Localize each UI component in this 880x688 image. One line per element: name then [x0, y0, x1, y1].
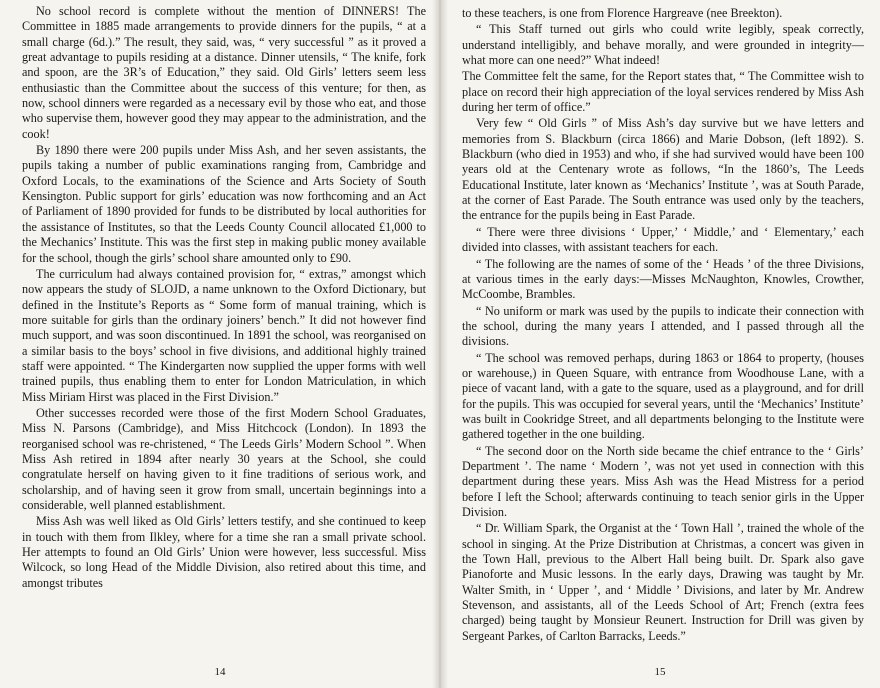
paragraph: “ There were three divisions ‘ Upper,’ ‘ Middle,’ and ‘ Elementary,’ each divided into classes, with assistant teachers for each.	[462, 224, 864, 255]
paragraph: “ No uniform or mark was used by the pupils to indicate their connection with the school, during the many years I attended, and I passed through all the divisions.	[462, 303, 864, 349]
book-gutter	[432, 0, 448, 688]
paragraph: “ This Staff turned out girls who could write legibly, speak correctly, understand intelligibly, and behave morally, and were grounded in integrity—what more can one need?” What indeed!	[462, 22, 864, 68]
right-page	[440, 0, 880, 688]
page-number: 15	[654, 665, 666, 678]
paragraph: Very few “ Old Girls ” of Miss Ash’s day survive but we have letters and memories from S. Blackburn (circa 1866) and Marie Dobson, (left 1892). S. Blackburn (who died in 1953) and who, if she had survived would have been 100 years old at the Centenary wrote as follows, “In the 1860’s, The Leeds Educational Institute, later known as ‘Mechanics’ Institute ’, was at South Parade, at the corner of East Parade. The South entrance was used only by the teachers, the entrance for the pupils being in East Parade.	[462, 116, 864, 223]
page-number: 14	[214, 665, 226, 678]
paragraph: The curriculum had always contained provision for, “ extras,” amongst which now appears the study of SLOJD, a name unknown to the Oxford Dictionary, but defined in the Institute’s Reports as “ Some form of manual training, which is more suitable for girls than the ordinary joiners’ bench.” It did not however find much support, and was soon discontinued. In 1891 the school, was reorganised on a similar basis to the boys’ school in five divisions, and additional highly trained staff were appointed. “ The Kindergarten now supplied the upper forms with well trained pupils, thus enabling them to enter for London Matriculation, in which Miss Miriam Hirst was placed in the First Division.”	[22, 266, 426, 404]
paragraph: Other successes recorded were those of the first Modern School Graduates, Miss N. Parsons (Cambridge), and Miss Hitchcock (London). In 1893 the reorganised school was re-christened, “ The Leeds Girls’ Modern School ”. When Miss Ash retired in 1894 after nearly 30 years at the School, she could congratulate herself on having given to it fine traditions of serious work, and scholarship, and of having seen it grow from small, uncertain beginnings into a considerable, well planned establishment.	[22, 405, 426, 512]
paragraph: “ Dr. William Spark, the Organist at the ‘ Town Hall ’, trained the whole of the school in singing. At the Prize Distribution at Christmas, a concert was given in the Town Hall, previous to the Albert Hall being built. Dr. Spark also gave Pianoforte and Music lessons. In the early days, Drawing was taught by Mr. Walter Smith, in ‘ Upper ’, and ‘ Middle ’ Divisions, and later by Mr. Andrew Stevenson, and assistants, all of the Leeds School of Art; French (extra fees charged) being taught by Monsieur Reunert. Instruction for Drill was given by Sergeant Parkes, of Carlton Barracks, Leeds.”	[462, 521, 864, 643]
paragraph: “ The second door on the North side became the chief entrance to the ‘ Girls’ Department ’. The name ‘ Modern ’, was not yet used in connection with this department during these years. Miss Ash was the Head Mistress for a period before I left the School; afterwards continuing to teach senior girls in the Upper Division.	[462, 443, 864, 519]
paragraph: By 1890 there were 200 pupils under Miss Ash, and her seven assistants, the pupils taking a number of public examinations ranging from, Cambridge and Oxford Locals, to the examinations of the Science and Arts Society of South Kensington. Public support for girls’ education was now forthcoming and an Act of Parliament of 1890 provided for funds to be distributed by local authorities for the assistance of Institutes, so that the Leeds County Council allocated £1,000 to the Mechanics’ Institute. This was the first step in making public money available for the school, though the girls’ school share amounted only to £90.	[22, 143, 426, 265]
paragraph: to these teachers, is one from Florence Hargreave (nee Breekton).	[462, 6, 783, 20]
paragraph: “ The following are the names of some of the ‘ Heads ’ of the three Divisions, at various times in the early days:—Misses McNaughton, Knowles, Crowther, McCoombe, Brambles.	[462, 256, 864, 302]
paragraph: The Committee felt the same, for the Report states that, “ The Committee wish to place on record their high appreciation of the loyal services rendered by Miss Ash during her term of office.”	[462, 69, 864, 115]
paragraph: Miss Ash was well liked as Old Girls’ letters testify, and she continued to keep in touch with them from Ilkley, where for a time she ran a small private school. Her attempts to found an Old Girls’ Union were however, less successful. Miss Wilcock, so long Head of the Middle Division, also retired about this time, and amongst tributes	[22, 514, 426, 590]
paragraph: No school record is complete without the mention of DINNERS! The Committee in 1885 made arrangements to provide dinners for the pupils, “ at a small charge (6d.).” The result, they said, was, “ very successful ” as it proved a great advantage to pupils residing at a distance. Dinner utensils, “ The knife, fork and spoon, are the 3R’s of Education,” they said. Old Girls’ letters seem less enthusiastic than the Committee about the success of this venture; for then, as now, school dinners were regarded as a necessary evil by those who eat, and those who supervise them, however good they may appear to the administration, and the cook!	[22, 4, 426, 141]
paragraph: “ The school was removed perhaps, during 1863 or 1864 to property, (houses or warehouse,) in Queen Square, with entrance from Woodhouse Lane, with a piece of vacant land, with a gate to the square, used as a playground, and for drill for the pupils. This was occupied for several years, until the ‘Mechanics’ Institute’ was built in Cookridge Street, and all departments belonging to the Institute were gathered together in the one building.	[462, 350, 864, 442]
